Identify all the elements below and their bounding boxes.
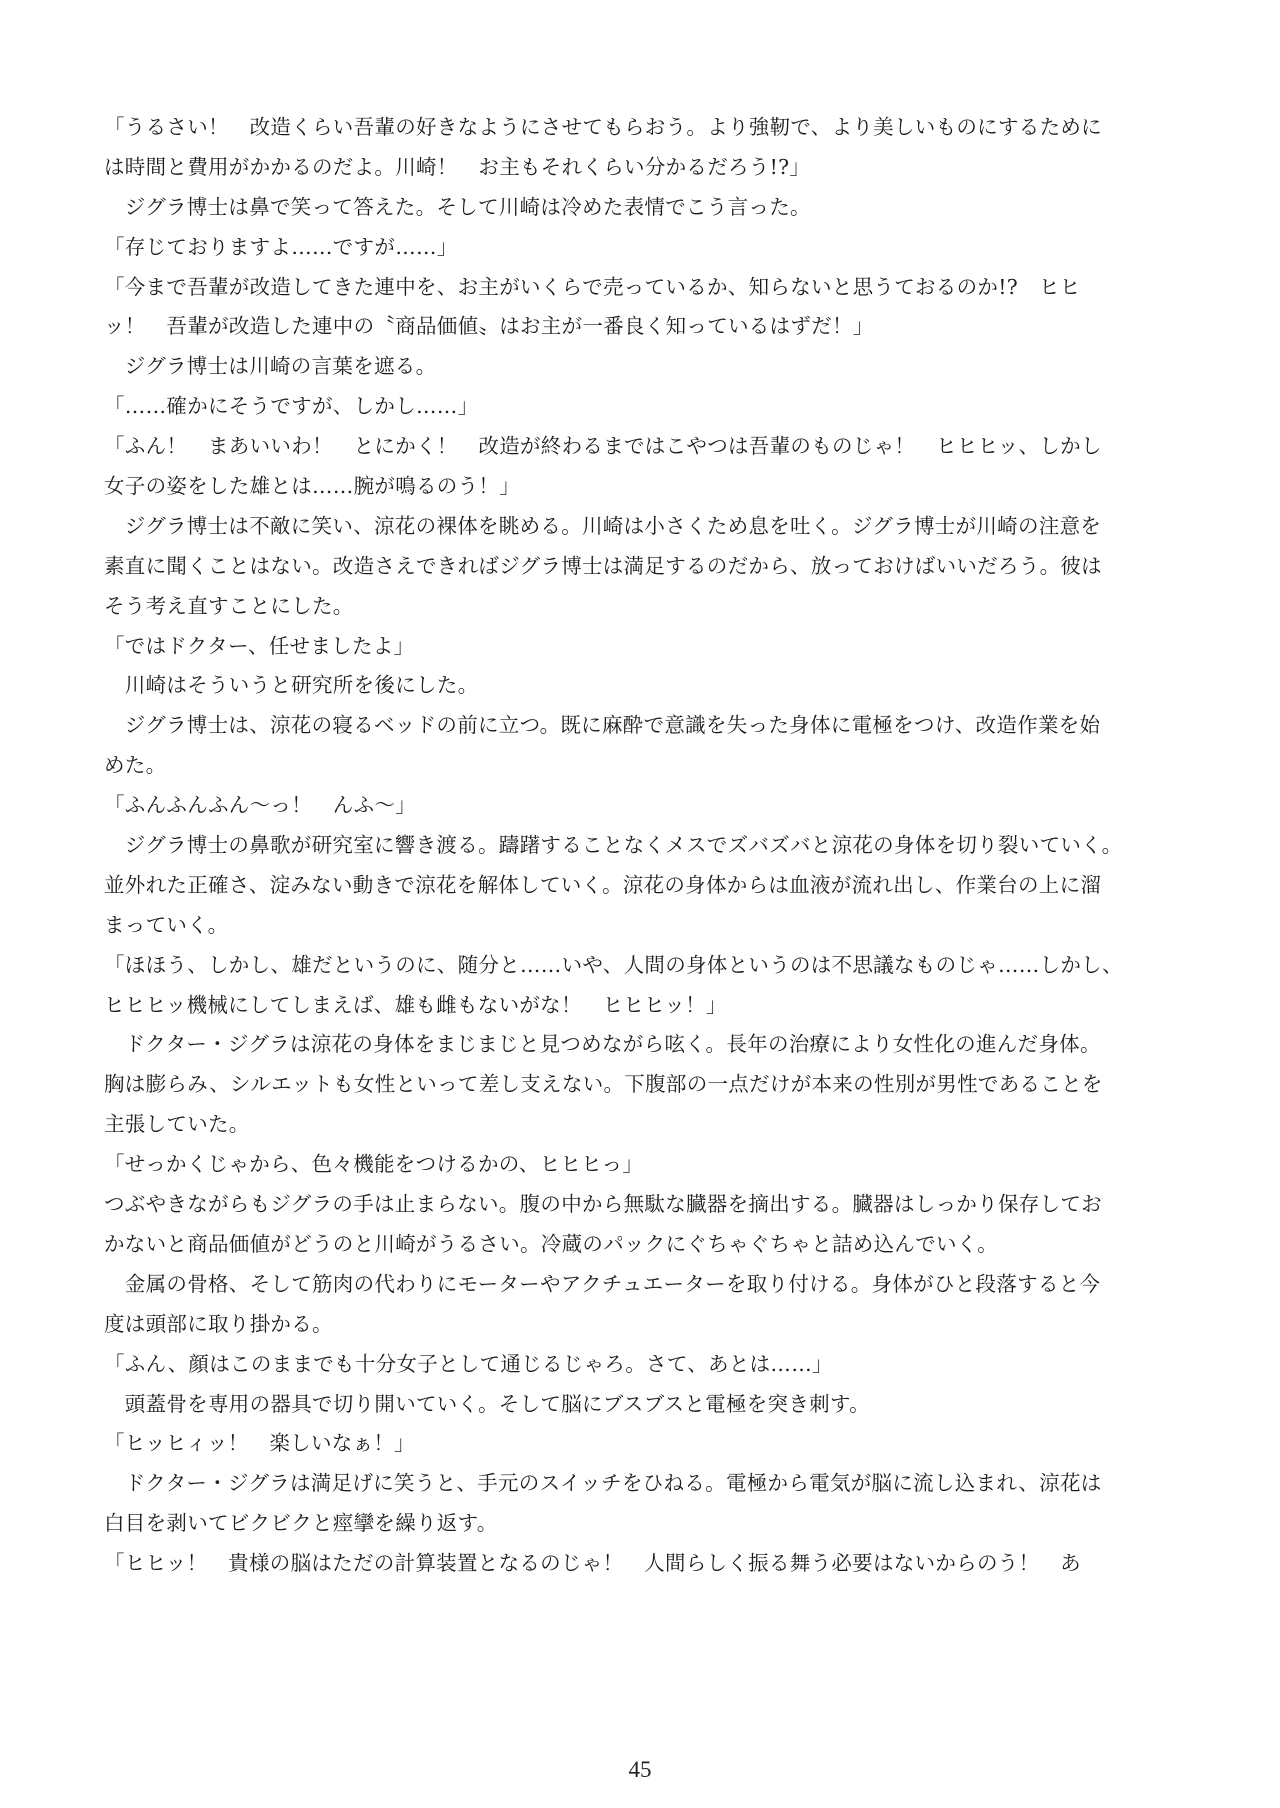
paragraph [104,946,1184,1026]
page-number: 45 [628,1757,652,1782]
paragraph [104,1145,1184,1185]
text-line: ヒヒヒッ機械にしてしまえば、雄も雌もないがな！ ヒヒヒッ！」 [104,992,727,1017]
page-body [104,108,1184,1584]
text-line: そう考え直すことにした。 [104,593,354,618]
paragraph [104,188,1184,228]
text-line: 金属の骨格、そして筋肉の代わりにモーターやアクチュエーターを取り付ける。身体がひと段落すると今 [104,1271,1101,1296]
text-line: めた。 [104,753,167,778]
text-line: 「ではドクター、任せましたよ」 [104,633,415,658]
paragraph [104,1345,1184,1385]
text-line: ジグラ博士は、涼花の寝るベッドの前に立つ。既に麻酔で意識を失った身体に電極をつけ、改造作業を始 [104,713,1101,738]
paragraph [104,387,1184,427]
paragraph [104,507,1184,627]
paragraph [104,1464,1184,1544]
text-line: 主張していた。 [104,1112,250,1137]
text-line: かないと商品価値がどうのと川崎がうるさい。冷蔵のパックにぐちゃぐちゃと詰め込んでいく。 [104,1231,998,1256]
text-line: は時間と費用がかかるのだよ。川崎！ お主もそれくらい分かるだろう!?」 [104,154,811,179]
text-line: ドクター・ジグラは満足げに笑うと、手元のスイッチをひねる。電極から電気が脳に流し込まれ、涼花は [104,1471,1102,1496]
text-line: 「ヒッヒィッ！ 楽しいなぁ！」 [104,1431,415,1456]
paragraph [104,1385,1184,1425]
text-line: 「ほほう、しかし、雄だというのに、随分と……いや、人間の身体というのは不思議なものじゃ……しかし、 [104,952,1123,977]
text-line: 「ふん、顔はこのままでも十分女子として通じるじゃろ。さて、あとは……」 [104,1351,833,1376]
paragraph [104,108,1184,188]
text-line: つぶやきながらもジグラの手は止まらない。腹の中から無駄な臓器を摘出する。臓器はしっかり保存してお [104,1192,1102,1217]
text-line: 川崎はそういうと研究所を後にした。 [104,673,479,698]
paragraph [104,347,1184,387]
text-line: 素直に聞くことはない。改造さえできればジグラ博士は満足するのだから、放っておけばいいだろう。彼は [104,553,1102,578]
text-line: ジグラ博士は不敵に笑い、涼花の裸体を眺める。川崎は小さくため息を吐く。ジグラ博士が川崎の注意を [104,513,1102,538]
text-line: ッ！ 吾輩が改造した連中の〝商品価値〟はお主が一番良く知っているはずだ！」 [104,314,874,339]
paragraph [104,786,1184,826]
paragraph [104,627,1184,667]
text-line: 「ふんふんふん～っ！ んふ～」 [104,793,416,818]
text-line: 女子の姿をした雄とは……腕が鳴るのう！」 [104,474,520,499]
text-line: まっていく。 [104,912,229,937]
paragraph [104,1185,1184,1265]
text-line: 「存じておりますよ……ですが……」 [104,234,458,259]
paragraph [104,826,1184,946]
text-line: 頭蓋骨を専用の器具で切り開いていく。そして脳にブスブスと電極を突き刺す。 [104,1391,870,1416]
paragraph [104,1424,1184,1464]
paragraph [104,1265,1184,1345]
text-line: ジグラ博士の鼻歌が研究室に響き渡る。躊躇することなくメスでズバズバと涼花の身体を切り裂いていく。 [104,833,1123,858]
paragraph [104,228,1184,268]
text-line: ドクター・ジグラは涼花の身体をまじまじと見つめながら呟く。長年の治療により女性化の進んだ身体。 [104,1032,1101,1057]
text-line: 胸は膨らみ、シルエットも女性といって差し支えない。下腹部の一点だけが本来の性別が男性であることを [104,1072,1103,1097]
text-line: 「……確かにそうですが、しかし……」 [104,394,479,419]
paragraph [104,706,1184,786]
text-line: 「ふん！ まあいいわ！ とにかく！ 改造が終わるまではこやつは吾輩のものじゃ！ ヒヒヒッ、しかし [104,434,1102,459]
text-line: ジグラ博士は川崎の言葉を遮る。 [104,354,437,379]
text-line: 「今まで吾輩が改造してきた連中を、お主がいくらで売っているか、知らないと思うておるのか!? ヒヒ [104,274,1081,299]
text-line: 度は頭部に取り掛かる。 [104,1311,333,1336]
paragraph [104,1544,1184,1584]
paragraph [104,666,1184,706]
paragraph [104,1025,1184,1145]
text-line: 「ヒヒッ！ 貴様の脳はただの計算装置となるのじゃ！ 人間らしく振る舞う必要はないからのう！ あ [104,1551,1081,1576]
text-line: 白目を剥いてビクビクと痙攣を繰り返す。 [104,1511,498,1536]
paragraph [104,268,1184,348]
text-line: 「うるさい！ 改造くらい吾輩の好きなようにさせてもらおう。より強靭で、より美しいものにするために [104,115,1102,139]
paragraph [104,427,1184,507]
text-line: ジグラ博士は鼻で笑って答えた。そして川崎は冷めた表情でこう言った。 [104,194,811,219]
text-line: 並外れた正確さ、淀みない動きで涼花を解体していく。涼花の身体からは血液が流れ出し、作業台の上に溜 [104,872,1102,897]
text-line: 「せっかくじゃから、色々機能をつけるかの、ヒヒヒっ」 [104,1152,644,1177]
